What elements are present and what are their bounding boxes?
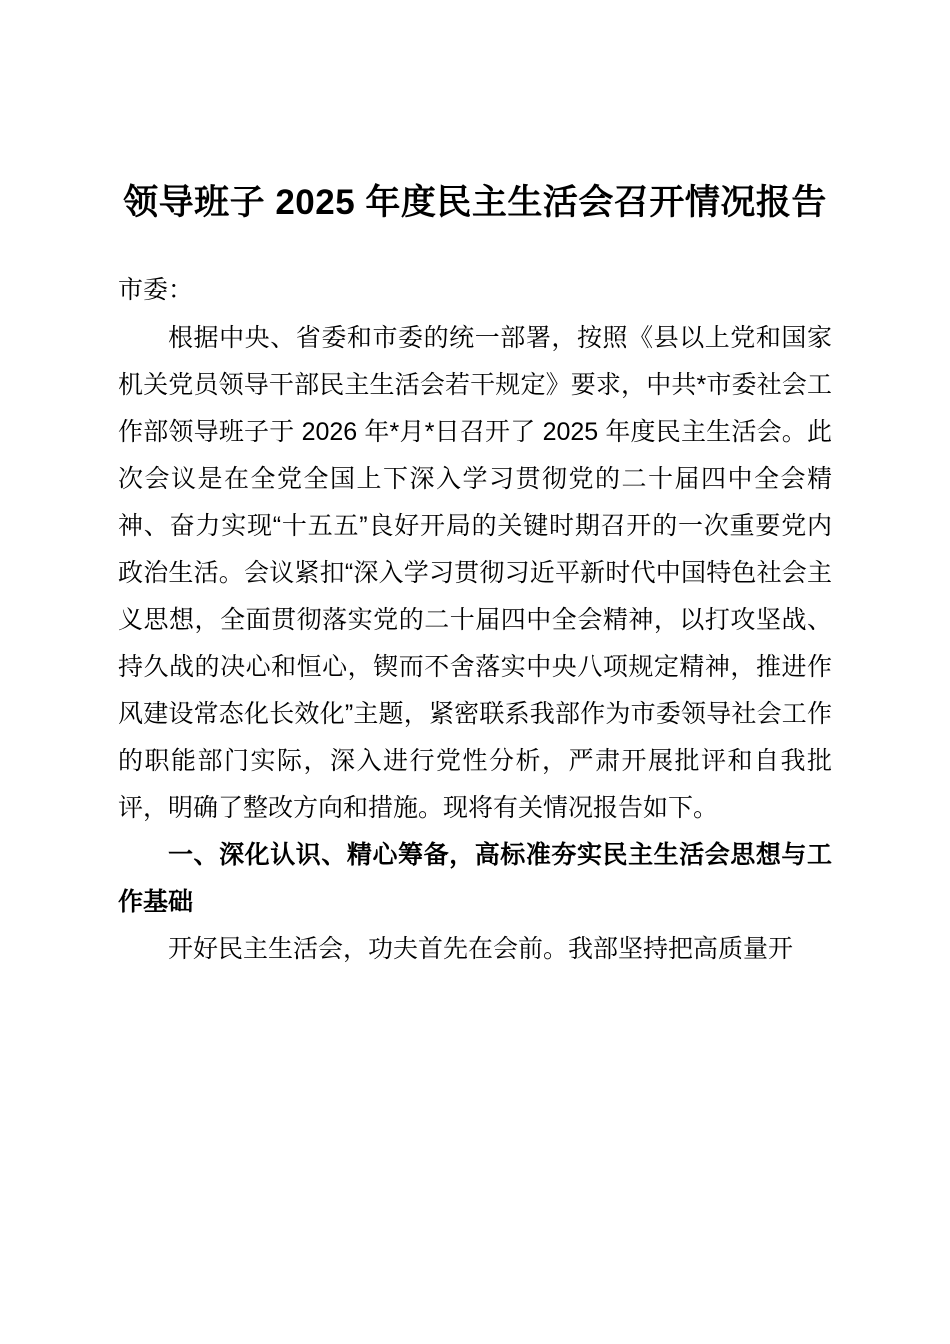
page-title: 领导班子 2025 年度民主生活会召开情况报告 (123, 183, 827, 222)
document-body (118, 0, 832, 973)
paragraph-intro: 根据中央、省委和市委的统一部署，按照《县以上党和国家机关党员领导干部民主生活会若干规定》要求，中共*市委社会工作部领导班子于 2026 年*月*日召开了 2025 年度民主生活会。此次会议是在全党全国上下深入学习贯彻党的二十届四中全会精神、奋力实现“十五五”良好开局的关键时期召开的一次重要党内政治生活。会议紧扣“深入学习贯彻习近平新时代中国特色社会主义思想，全面贯彻落实党的二十届四中全会精神，以打攻坚战、持久战的决心和恒心，锲而不舍落实中央八项规定精神，推进作风建设常态化长效化”主题，紧密联系我部作为市委领导社会工作的职能部门实际，深入进行党性分析，严肃开展批评和自我批评，明确了整改方向和措施。现将有关情况报告如下。 (118, 324, 832, 822)
section-heading-1: 一、深化认识、精心筹备，高标准夯实民主生活会思想与工作基础 (118, 841, 832, 916)
paragraph-section-1-body: 开好民主生活会，功夫首先在会前。我部坚持把高质量开 (168, 935, 794, 963)
salutation: 市委： (118, 276, 194, 304)
